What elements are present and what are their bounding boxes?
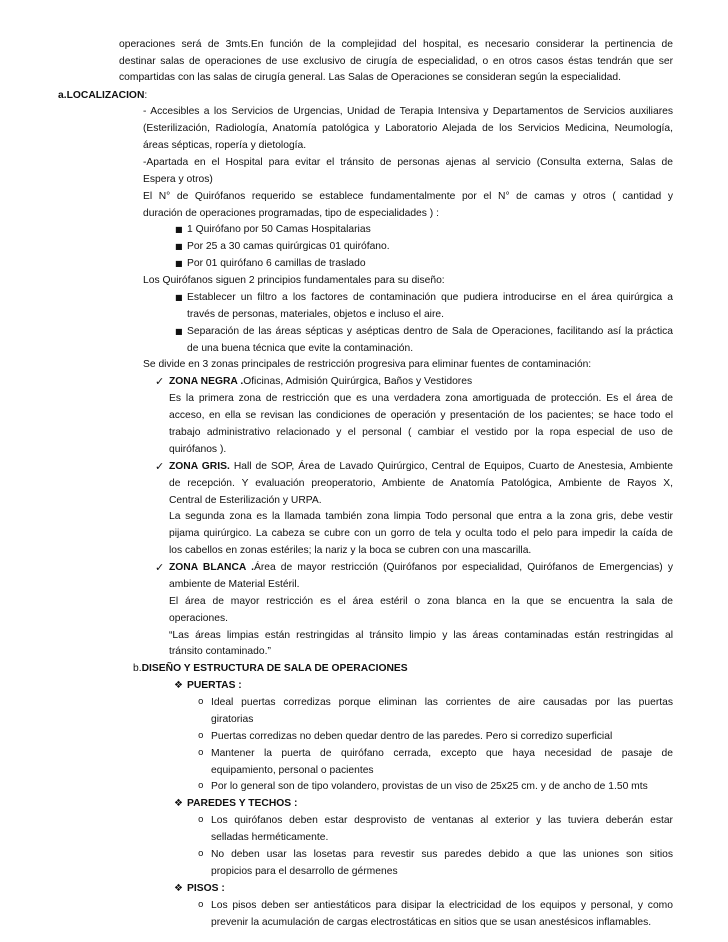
square-bullet-icon: ■ bbox=[175, 242, 183, 251]
square-bullet-icon: ■ bbox=[175, 327, 183, 336]
body-text: b. bbox=[133, 663, 142, 674]
text-line: 1 Quirófano por 50 Camas Hospitalarias bbox=[187, 224, 371, 235]
text-line: acceso, en ella se revisan las condiciones de operación y presentación de los pacientes; se hace todo el bbox=[169, 410, 673, 421]
text-line bbox=[169, 561, 673, 574]
body-text: Área de mayor restricción (Quirófanos por especialidad, Quirófanos de Emergencias) y bbox=[253, 562, 673, 573]
text-line: selladas herméticamente. bbox=[211, 832, 329, 843]
text-line: Los Quirófanos siguen 2 principios fundamentales para su diseño: bbox=[143, 275, 445, 286]
bold-heading-text: PUERTAS : bbox=[187, 680, 242, 691]
checkmark-bullet-icon: ✓ bbox=[155, 460, 165, 473]
text-line: quirófanos ). bbox=[169, 444, 227, 455]
text-line: Ideal puertas corredizas porque eliminan las corrientes de aire causadas por las puertas bbox=[211, 697, 673, 708]
square-bullet-icon: ■ bbox=[175, 259, 183, 268]
text-line: de una buena técnica que evite la contaminación. bbox=[187, 343, 414, 354]
bold-heading-text: a.LOCALIZACION bbox=[58, 90, 145, 101]
text-line bbox=[169, 460, 673, 473]
bold-heading-text: DISEÑO Y ESTRUCTURA DE SALA DE OPERACIONES bbox=[141, 663, 408, 674]
bold-heading-text: ZONA GRIS. bbox=[169, 461, 230, 472]
bold-heading-text: ZONA NEGRA . bbox=[169, 376, 244, 387]
text-line: través de personas, materiales, objetos e incluso el aire. bbox=[187, 309, 444, 320]
diamond-bullet-icon: ❖ bbox=[174, 798, 183, 809]
text-line: - Accesibles a los Servicios de Urgencias, Unidad de Terapia Intensiva y Departamentos de Servicios auxiliares bbox=[143, 106, 673, 117]
circle-bullet-icon: o bbox=[198, 748, 204, 758]
circle-bullet-icon: o bbox=[198, 900, 204, 910]
circle-bullet-icon: o bbox=[198, 731, 204, 741]
text-line: compartidas con las salas de cirugía general. Las Salas de Operaciones se consideran según la especialidad. bbox=[119, 72, 621, 83]
text-line: operaciones será de 3mts.En función de la complejidad del hospital, es necesario considerar la pertinencia de bbox=[119, 39, 673, 50]
text-line: Por 01 quirófano 6 camillas de traslado bbox=[187, 258, 366, 269]
bold-heading-text: PAREDES Y TECHOS : bbox=[187, 798, 298, 809]
text-line: ambiente de Material Estéril. bbox=[169, 579, 300, 590]
text-line bbox=[133, 662, 533, 675]
text-line: los cabellos en zonas estériles; la nariz y la boca se cubren con una mascarilla. bbox=[169, 545, 532, 556]
text-line: prevenir la acumulación de cargas electrostáticas en sitios que se usan anestésicos inflamables. bbox=[211, 917, 652, 928]
text-line: duración de operaciones programadas, tipo de especialidades ) : bbox=[143, 208, 439, 219]
text-line: trabajo administrativo relacionado y el personal ( cambiar el vestido por la ropa especial de uso de bbox=[169, 427, 673, 438]
square-bullet-icon: ■ bbox=[175, 225, 183, 234]
text-line: Mantener la puerta de quirófano cerrada, excepto que haya necesidad de pasaje de bbox=[211, 748, 673, 759]
text-line: Central de Esterilización y URPA. bbox=[169, 495, 322, 506]
bold-heading-text: PISOS : bbox=[187, 883, 225, 894]
text-line: de recepción. Y evaluación preoperatorio, Ambiente de Anatomía Patológica, Ambiente de Rayos X, bbox=[169, 478, 673, 489]
text-line: Es la primera zona de restricción que es una verdadera zona amortiguada de protección. Es el área de bbox=[169, 393, 673, 404]
text-line: Por 25 a 30 camas quirúrgicas 01 quirófano. bbox=[187, 241, 390, 252]
text-line: áreas sépticas, ropería y dietología. bbox=[143, 140, 307, 151]
text-line bbox=[187, 797, 487, 810]
checkmark-bullet-icon: ✓ bbox=[155, 561, 165, 574]
diamond-bullet-icon: ❖ bbox=[174, 680, 183, 691]
circle-bullet-icon: o bbox=[198, 815, 204, 825]
text-line: La segunda zona es la llamada también zona limpia Todo personal que entra a la zona gris, debe vestir bbox=[169, 511, 673, 522]
text-line: No deben usar las losetas para revestir sus paredes debido a que las uniones son sitios bbox=[211, 849, 673, 860]
text-line bbox=[169, 375, 673, 388]
circle-bullet-icon: o bbox=[198, 781, 204, 791]
text-line: -Apartada en el Hospital para evitar el tránsito de personas ajenas al servicio (Consulta externa, Salas de bbox=[143, 157, 673, 168]
body-text: : bbox=[144, 90, 148, 101]
text-line: Los pisos deben ser antiestáticos para disipar la electricidad de los equipos y personal, y como bbox=[211, 900, 673, 911]
body-text: Hall de SOP, Área de Lavado Quirúrgico, Central de Equipos, Cuarto de Anestesia, Ambiente bbox=[229, 461, 673, 472]
text-line: Espera y otros) bbox=[143, 174, 213, 185]
text-line: Se divide en 3 zonas principales de restricción progresiva para eliminar fuentes de contaminación: bbox=[143, 359, 592, 370]
text-line: equipamiento, personal o pacientes bbox=[211, 765, 374, 776]
circle-bullet-icon: o bbox=[198, 697, 204, 707]
circle-bullet-icon: o bbox=[198, 849, 204, 859]
body-text: Oficinas, Admisión Quirúrgica, Baños y Vestidores bbox=[243, 376, 473, 387]
text-line bbox=[187, 679, 487, 692]
checkmark-bullet-icon: ✓ bbox=[155, 375, 165, 388]
text-line: Puertas corredizas no deben quedar dentro de las paredes. Pero si corredizo superficial bbox=[211, 731, 613, 742]
text-line: Separación de las áreas sépticas y asépticas dentro de Sala de Operaciones, facilitando así la práctica bbox=[187, 326, 673, 337]
text-line: El N° de Quirófanos requerido se establece fundamentalmente por el N° de camas y otros ( cantidad y bbox=[143, 191, 673, 202]
text-line: tránsito contaminado.” bbox=[169, 646, 271, 657]
text-line: Establecer un filtro a los factores de contaminación que pudiera introducirse en el área quirúrgica a bbox=[187, 292, 673, 303]
text-line: (Esterilización, Radiología, Anatomía patológica y Laboratorio Alejada de los Servicios Medicina, Neumología, bbox=[143, 123, 673, 134]
text-line: giratorias bbox=[211, 714, 254, 725]
text-line: destinar salas de operaciones de use exclusivo de cirugía de especialidad, o en otros casos éstas tendrán que ser bbox=[119, 56, 673, 67]
diamond-bullet-icon: ❖ bbox=[174, 883, 183, 894]
text-line: pijama quirúrgico. La cabeza se cubre con un gorro de tela y oculta todo el pelo para impedir la caída de bbox=[169, 528, 673, 539]
text-line bbox=[187, 882, 487, 895]
text-line: Por lo general son de tipo volandero, provistas de un viso de 25x25 cm. y de ancho de 1.50 mts bbox=[211, 781, 648, 792]
square-bullet-icon: ■ bbox=[175, 293, 183, 302]
text-line: Los quirófanos deben estar desprovisto de ventanas al exterior y las tuviera deberán estar bbox=[211, 815, 673, 826]
bold-heading-text: ZONA BLANCA . bbox=[169, 562, 254, 573]
text-line bbox=[58, 89, 258, 102]
text-line: operaciones. bbox=[169, 613, 228, 624]
text-line: propicios para el desarrollo de gérmenes bbox=[211, 866, 398, 877]
text-line: “Las áreas limpias están restringidas al tránsito limpio y las áreas contaminadas están restringidas al bbox=[169, 630, 673, 641]
text-line: El área de mayor restricción es el área estéril o zona blanca en la que se encuentra la sala de bbox=[169, 596, 673, 607]
